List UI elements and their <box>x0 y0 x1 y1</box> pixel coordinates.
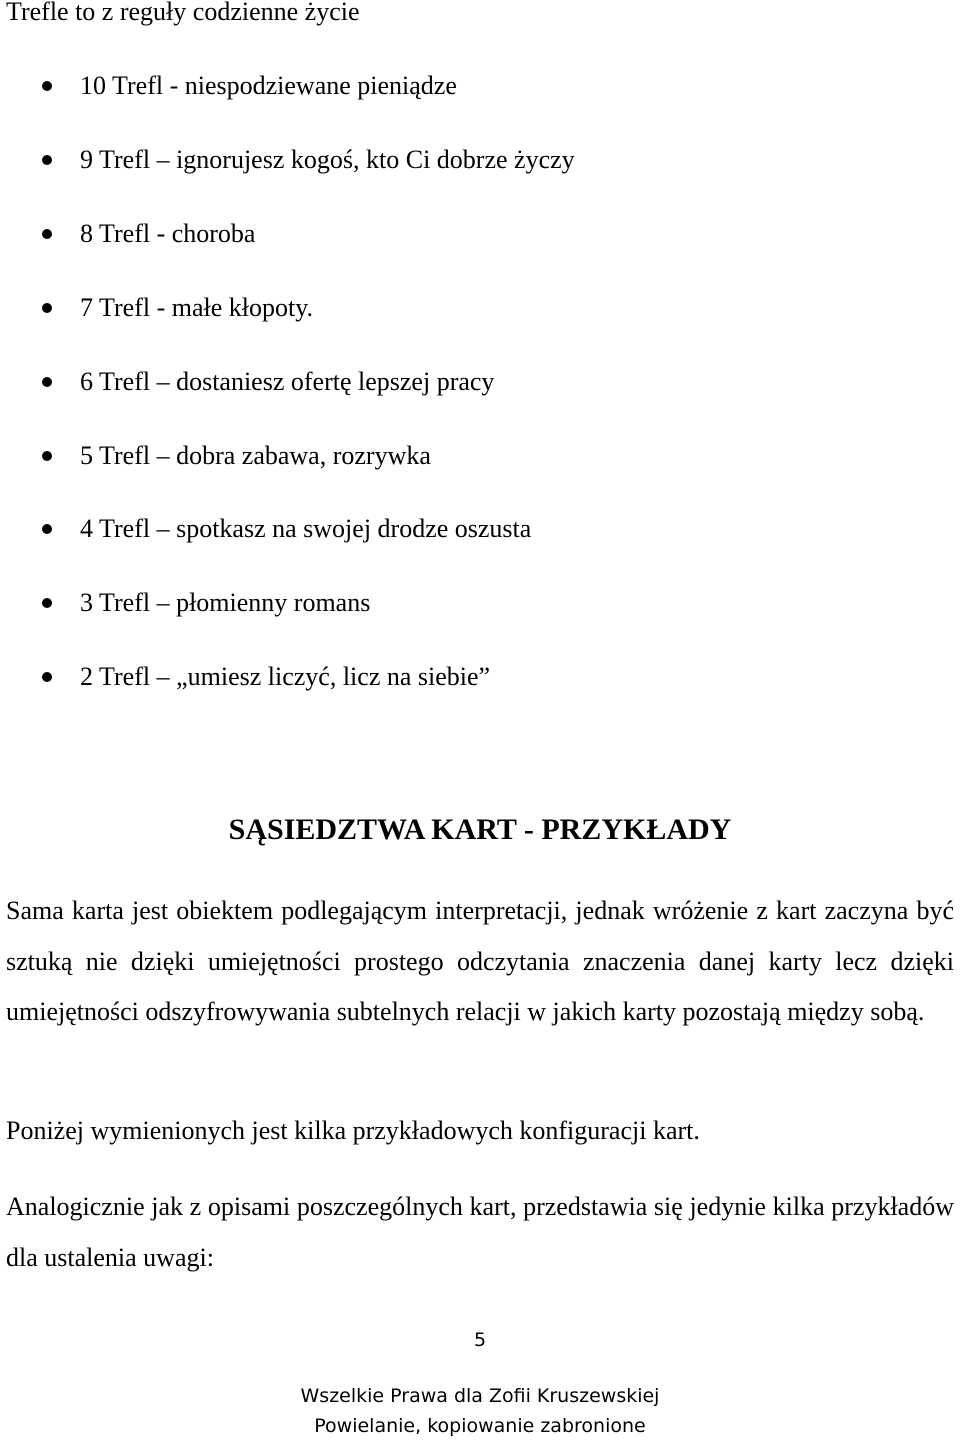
bullet-icon <box>42 155 52 165</box>
list-item-text: 2 Trefl – „umiesz liczyć, licz na siebie” <box>80 662 491 691</box>
list-item-text: 10 Trefl - niespodziewane pieniądze <box>80 71 457 100</box>
list-item-text: 3 Trefl – płomienny romans <box>80 588 371 617</box>
page-number: 5 <box>473 1329 487 1351</box>
list-item <box>0 140 900 180</box>
list-item <box>0 509 900 549</box>
list-item <box>0 583 900 623</box>
list-item <box>0 288 900 328</box>
footer-line-rights: Wszelkie Prawa dla Zofii Kruszewskiej <box>300 1385 660 1407</box>
bullet-icon <box>42 377 52 387</box>
list-item <box>0 362 900 402</box>
list-item-text: 7 Trefl - małe kłopoty. <box>80 293 314 322</box>
paragraph: Sama karta jest obiektem podlegającym interpretacji, jednak wróżenie z kart zaczyna być sztuką nie dzięki umiejętności prostego odczytania znaczenia danej karty lecz dzięki umiejętności odszyfrowywania subtelnych relacji w jakich karty pozostają między sobą. <box>6 896 954 1026</box>
paragraph: Analogicznie jak z opisami poszczególnych kart, przedstawia się jedynie kilka przykładów dla ustalenia uwagi: <box>6 1192 954 1272</box>
list-item <box>0 657 900 697</box>
bullet-icon <box>42 303 52 313</box>
list-item-text: 6 Trefl – dostaniesz ofertę lepszej pracy <box>80 367 495 396</box>
bullet-icon <box>42 672 52 682</box>
bullet-icon <box>42 598 52 608</box>
bullet-icon <box>42 81 52 91</box>
list-item-text: 5 Trefl – dobra zabawa, rozrywka <box>80 441 431 470</box>
footer-line-copy-notice: Powielanie, kopiowanie zabronione <box>314 1415 646 1437</box>
bullet-icon <box>42 451 52 461</box>
list-item <box>0 214 900 254</box>
list-item <box>0 436 900 476</box>
list-item-text: 9 Trefl – ignorujesz kogoś, kto Ci dobrze życzy <box>80 145 575 174</box>
list-item-text: 8 Trefl - choroba <box>80 219 256 248</box>
list-item <box>0 66 900 106</box>
paragraph: Poniżej wymienionych jest kilka przykładowych konfiguracji kart. <box>6 1116 700 1145</box>
section-heading: SĄSIEDZTWA KART - PRZYKŁADY <box>228 813 732 846</box>
intro-line: Trefle to z reguły codzienne życie <box>6 0 360 26</box>
copyright-footer <box>0 1381 960 1441</box>
bullet-icon <box>42 229 52 239</box>
bullet-icon <box>42 524 52 534</box>
list-item-text: 4 Trefl – spotkasz na swojej drodze oszusta <box>80 514 532 543</box>
